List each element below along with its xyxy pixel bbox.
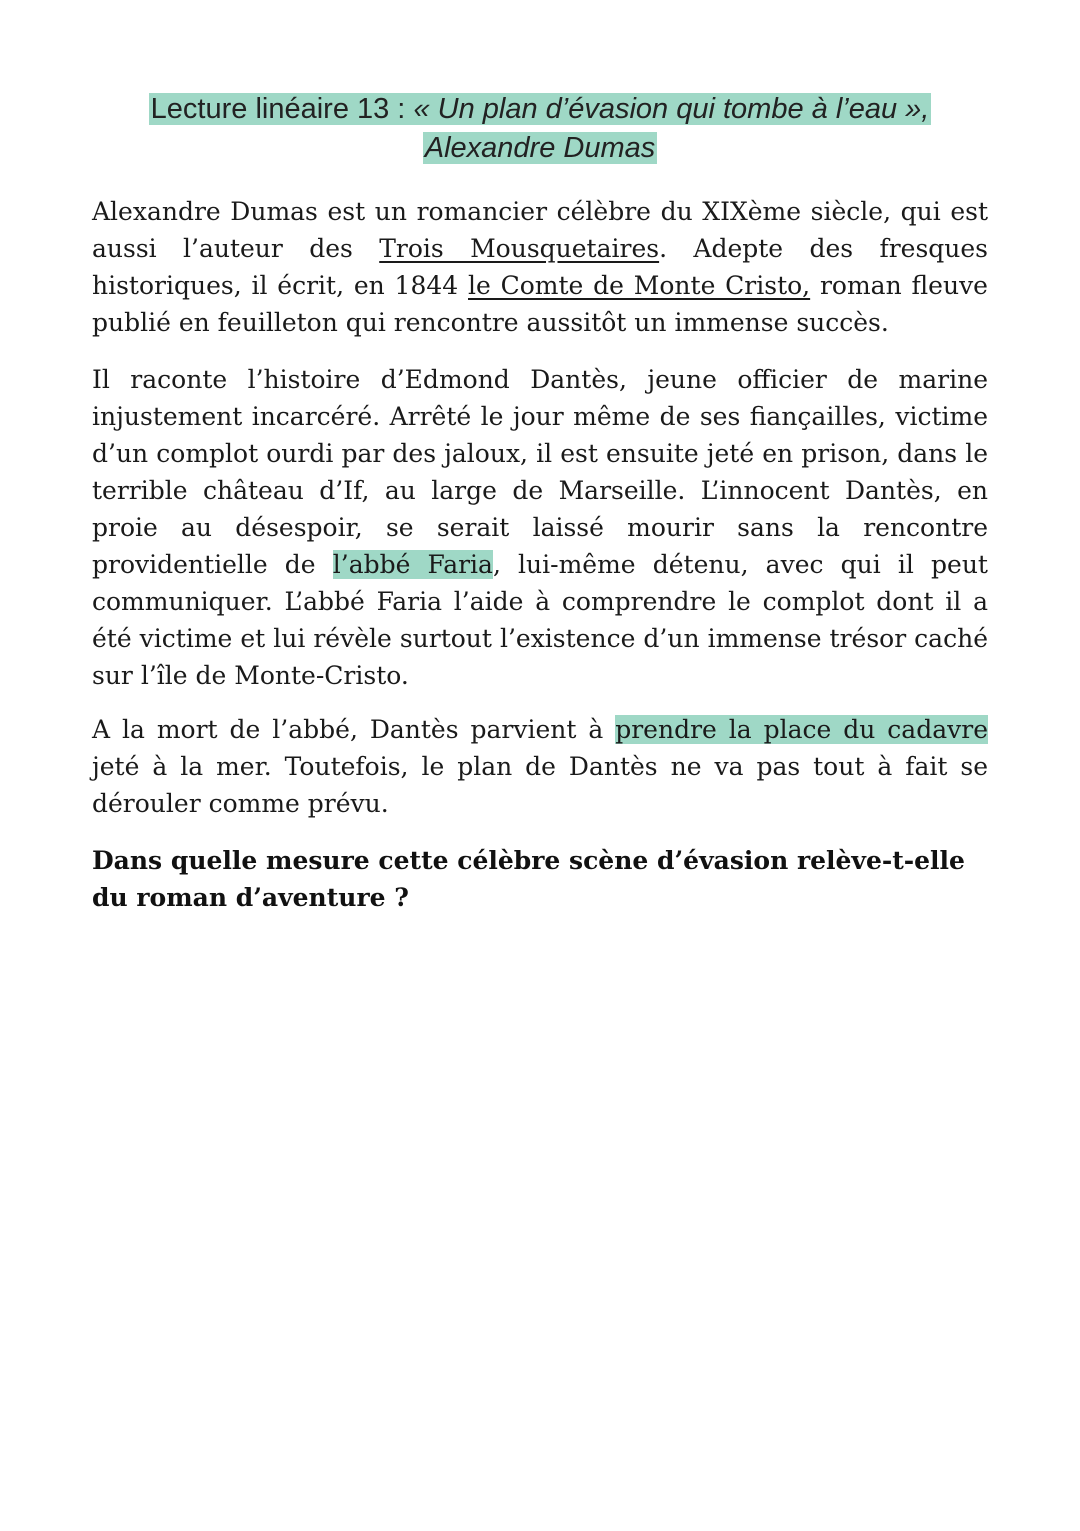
p1-text-3: roman fleuve publié en feuilleton qui rencontre aussitôt un immense succès. <box>92 271 988 337</box>
book-title-monte-cristo: le Comte de Monte Cristo, <box>468 271 811 300</box>
problematic-question: Dans quelle mesure cette célèbre scène d’évasion relève-t-elle du roman d’aventure ? <box>92 846 965 912</box>
p1-text-2: . Adepte des fresques historiques, il écrit, en 1844 <box>92 234 989 300</box>
p3-text-1: A la mort de l’abbé, Dantès parvient à <box>92 715 616 744</box>
title-prefix: Lecture linéaire 13 : <box>150 93 414 125</box>
title-author: Alexandre Dumas <box>424 132 656 164</box>
book-title-trois-mousquetaires: Trois Mousquetaires <box>379 234 660 263</box>
highlight-abbe-faria: l’abbé Faria <box>332 550 493 579</box>
title-quote: « Un plan d’évasion qui tombe à l’eau », <box>413 93 930 125</box>
page-title <box>92 90 988 168</box>
intro-paragraph <box>92 193 988 341</box>
story-paragraph <box>92 361 988 694</box>
p2-text-2: , lui-même détenu, avec qui il peut communiquer. L’abbé Faria l’aide à comprendre le complot dont il a été victime et lui révèle surtout l’existence d’un immense trésor caché sur l’île de Monte-Cristo. <box>92 550 988 690</box>
p1-text-1: Alexandre Dumas est un romancier célèbre du XIXème siècle, qui est aussi l’auteur des <box>92 197 988 263</box>
highlight-cadavre: prendre la place du cadavre <box>615 715 988 744</box>
p2-text-1: Il raconte l’histoire d’Edmond Dantès, jeune officier de marine injustement incarcéré. Arrêté le jour même de ses fiançailles, victime d’un complot ourdi par des jaloux, il est ensuite jeté en prison, dans le terrible château d’If, au large de Marseille. L’innocent Dantès, en proie au désespoir, se serait laissé mourir sans la rencontre providentielle de <box>92 365 988 579</box>
p3-text-2: jeté à la mer. Toutefois, le plan de Dantès ne va pas tout à fait se dérouler comme prévu. <box>92 752 988 818</box>
escape-paragraph <box>92 711 988 822</box>
title-highlight-line1 <box>149 93 932 125</box>
